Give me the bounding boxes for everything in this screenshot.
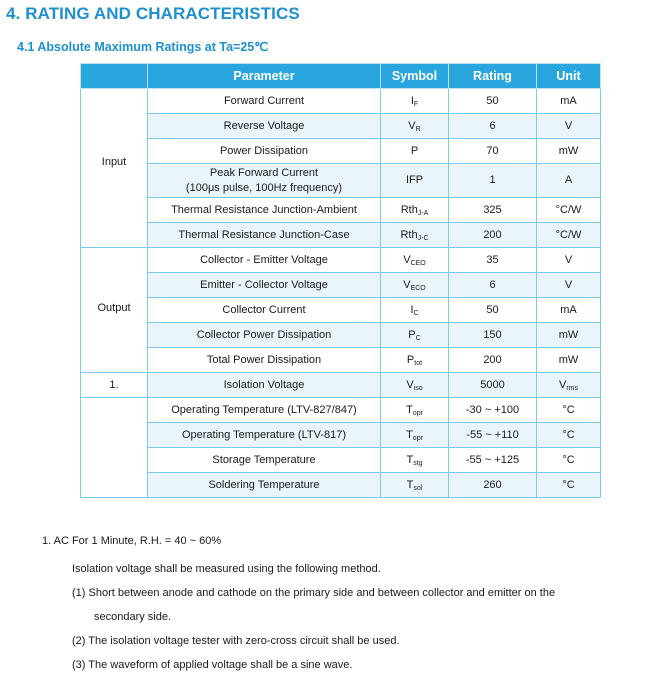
unit-cell	[537, 473, 601, 498]
table-row	[81, 248, 601, 273]
header-group	[81, 64, 148, 89]
unit-text: V	[564, 120, 573, 132]
unit-subscript: rms	[566, 384, 578, 392]
group-label: 1.	[109, 379, 119, 391]
table-row	[81, 423, 601, 448]
symbol-cell	[381, 398, 449, 423]
header-rating: Rating	[449, 64, 537, 89]
rating-value: 325	[483, 204, 502, 216]
parameter-text: Reverse Voltage	[223, 120, 305, 132]
symbol-text: Rth	[400, 228, 418, 241]
rating-cell	[449, 423, 537, 448]
symbol-text: P	[408, 328, 416, 341]
symbol-text: V	[406, 378, 414, 391]
symbol-subscript: J-A	[417, 209, 429, 217]
parameter-text: Collector Current	[222, 304, 306, 316]
header-unit: Unit	[537, 64, 601, 89]
rating-cell	[449, 223, 537, 248]
rating-cell	[449, 114, 537, 139]
section-heading: 4. RATING AND CHARACTERISTICS	[6, 4, 300, 23]
unit-cell	[537, 89, 601, 114]
symbol-subscript: sol	[413, 484, 423, 492]
parameter-text: Thermal Resistance Junction-Ambient	[171, 204, 357, 216]
parameter-cell	[148, 348, 381, 373]
unit-cell	[537, 298, 601, 323]
table-row	[81, 273, 601, 298]
parameter-cell	[148, 223, 381, 248]
symbol-text: I	[410, 94, 414, 107]
rating-cell	[449, 448, 537, 473]
table-row	[81, 139, 601, 164]
symbol-text: I	[410, 303, 414, 316]
symbol-text: V	[408, 119, 416, 132]
rating-cell	[449, 348, 537, 373]
unit-cell	[537, 423, 601, 448]
parameter-cell	[148, 373, 381, 398]
table-row	[81, 348, 601, 373]
unit-cell	[537, 273, 601, 298]
rating-cell	[449, 273, 537, 298]
parameter-text: Operating Temperature (LTV-817)	[181, 429, 347, 441]
symbol-cell	[381, 198, 449, 223]
rating-cell	[449, 139, 537, 164]
parameter-cell	[148, 139, 381, 164]
table-row	[81, 473, 601, 498]
symbol-subscript: R	[415, 125, 421, 133]
group-label: Input	[101, 156, 127, 168]
symbol-cell	[381, 273, 449, 298]
unit-text: °C/W	[555, 229, 582, 241]
rating-value: 5000	[480, 379, 505, 391]
symbol-cell	[381, 473, 449, 498]
symbol-cell	[381, 89, 449, 114]
unit-cell	[537, 114, 601, 139]
symbol-subscript: F	[413, 100, 419, 108]
rating-value: -55 ~ +110	[466, 429, 519, 441]
group-cell	[81, 373, 148, 398]
symbol-text: P	[406, 353, 415, 366]
symbol-text: IFP	[405, 174, 424, 186]
unit-cell	[537, 348, 601, 373]
unit-cell	[537, 164, 601, 198]
unit-cell	[537, 398, 601, 423]
symbol-subscript: CEO	[410, 259, 426, 267]
rating-cell	[449, 248, 537, 273]
rating-value: 150	[483, 329, 502, 341]
parameter-cell	[148, 164, 381, 198]
symbol-cell	[381, 448, 449, 473]
parameter-cell	[148, 198, 381, 223]
unit-cell	[537, 248, 601, 273]
symbol-subscript: tot	[414, 359, 423, 367]
symbol-text: T	[406, 453, 414, 466]
parameter-cell	[148, 89, 381, 114]
symbol-subscript: ECO	[410, 284, 426, 292]
unit-cell	[537, 373, 601, 398]
symbol-cell	[381, 373, 449, 398]
symbol-text: Rth	[400, 203, 418, 216]
note-line: (3) The waveform of applied voltage shall be a sine wave.	[72, 659, 353, 671]
symbol-text: P	[410, 145, 419, 157]
rating-value: 1	[489, 174, 496, 186]
symbol-cell	[381, 139, 449, 164]
note-line: (2) The isolation voltage tester with zero-cross circuit shall be used.	[72, 635, 400, 647]
symbol-cell	[381, 323, 449, 348]
rating-value: 6	[489, 120, 496, 132]
table-row	[81, 223, 601, 248]
parameter-text: Operating Temperature (LTV-827/847)	[171, 404, 357, 416]
note-line: secondary side.	[94, 611, 172, 623]
unit-text: A	[564, 174, 573, 186]
parameter-text: Power Dissipation	[219, 145, 309, 157]
symbol-cell	[381, 248, 449, 273]
parameter-cell	[148, 273, 381, 298]
group-cell	[81, 89, 148, 248]
unit-text: mW	[558, 354, 579, 366]
unit-text: °C/W	[555, 204, 582, 216]
parameter-cell	[148, 114, 381, 139]
symbol-cell	[381, 223, 449, 248]
note-1: 1. AC For 1 Minute, R.H. = 40 ~ 60%	[42, 535, 222, 547]
parameter-text: Emitter - Collector Voltage	[200, 279, 328, 291]
group-cell	[81, 248, 148, 373]
symbol-text: T	[406, 428, 413, 441]
rating-cell	[449, 373, 537, 398]
rating-cell	[449, 298, 537, 323]
parameter-note: (100μs pulse, 100Hz frequency)	[185, 181, 343, 194]
rating-cell	[449, 198, 537, 223]
symbol-subscript: C	[413, 309, 419, 317]
table-row	[81, 298, 601, 323]
table-row	[81, 448, 601, 473]
rating-value: 6	[489, 279, 496, 291]
unit-text: mA	[560, 95, 577, 107]
unit-cell	[537, 323, 601, 348]
header-parameter: Parameter	[148, 64, 381, 89]
rating-cell	[449, 473, 537, 498]
rating-value: 260	[483, 479, 502, 491]
parameter-cell	[148, 423, 381, 448]
table-row	[81, 323, 601, 348]
table-header-row	[81, 64, 601, 89]
parameter-cell	[148, 448, 381, 473]
table-row	[81, 89, 601, 114]
parameter-text: Total Power Dissipation	[206, 354, 322, 366]
symbol-subscript: stg	[413, 459, 423, 467]
symbol-subscript: J-C	[417, 234, 429, 242]
unit-text: °C	[562, 404, 575, 416]
parameter-cell	[148, 248, 381, 273]
symbol-subscript: opr	[412, 434, 423, 442]
rating-cell	[449, 89, 537, 114]
group-cell	[81, 398, 148, 498]
rating-value: 200	[483, 354, 502, 366]
symbol-cell	[381, 423, 449, 448]
unit-text: mW	[558, 145, 579, 157]
unit-cell	[537, 448, 601, 473]
rating-cell	[449, 164, 537, 198]
rating-value: -55 ~ +125	[465, 454, 520, 466]
symbol-text: V	[403, 253, 411, 266]
unit-text: °C	[562, 479, 575, 491]
subsection-heading: 4.1 Absolute Maximum Ratings at Ta=25℃	[17, 40, 269, 54]
table-row	[81, 114, 601, 139]
parameter-text: Soldering Temperature	[208, 479, 320, 491]
parameter-text: Peak Forward Current	[209, 166, 319, 179]
parameter-cell	[148, 323, 381, 348]
parameter-cell	[148, 298, 381, 323]
header-symbol: Symbol	[381, 64, 449, 89]
rating-cell	[449, 323, 537, 348]
symbol-subscript: iso	[413, 384, 423, 392]
parameter-text: Forward Current	[223, 95, 305, 107]
unit-text: °C	[562, 429, 575, 441]
symbol-cell	[381, 298, 449, 323]
rating-cell	[449, 398, 537, 423]
note-line: (1) Short between anode and cathode on the primary side and between collector and emitter on the	[72, 587, 556, 599]
rating-value: 70	[486, 145, 499, 157]
table-row	[81, 198, 601, 223]
parameter-text: Isolation Voltage	[223, 379, 305, 391]
symbol-cell	[381, 114, 449, 139]
parameter-text: Storage Temperature	[212, 454, 316, 466]
unit-text: mW	[558, 329, 579, 341]
rating-value: 50	[486, 95, 499, 107]
unit-text: mA	[560, 304, 577, 316]
table-row	[81, 398, 601, 423]
rating-value: 200	[483, 229, 502, 241]
symbol-cell	[381, 348, 449, 373]
rating-value: 50	[486, 304, 499, 316]
unit-text: V	[558, 378, 567, 391]
parameter-cell	[148, 473, 381, 498]
rating-value: -30 ~ +100	[465, 404, 520, 416]
symbol-text: T	[406, 403, 413, 416]
symbol-subscript: opr	[412, 409, 423, 417]
parameter-text: Thermal Resistance Junction-Case	[178, 229, 350, 241]
unit-cell	[537, 223, 601, 248]
unit-cell	[537, 139, 601, 164]
table-row	[81, 164, 601, 198]
table-row	[81, 373, 601, 398]
parameter-text: Collector - Emitter Voltage	[200, 254, 328, 266]
rating-value: 35	[486, 254, 499, 266]
symbol-cell	[381, 164, 449, 198]
symbol-text: V	[403, 278, 411, 291]
unit-text: V	[564, 254, 573, 266]
absolute-maximum-ratings-table	[80, 63, 601, 498]
group-label: Output	[97, 302, 131, 314]
parameter-text: Collector Power Dissipation	[196, 329, 332, 341]
note-line: Isolation voltage shall be measured using the following method.	[72, 563, 381, 575]
unit-cell	[537, 198, 601, 223]
symbol-subscript: C	[415, 334, 421, 342]
unit-text: °C	[562, 454, 575, 466]
unit-text: V	[564, 279, 573, 291]
symbol-text: T	[406, 478, 414, 491]
parameter-cell	[148, 398, 381, 423]
